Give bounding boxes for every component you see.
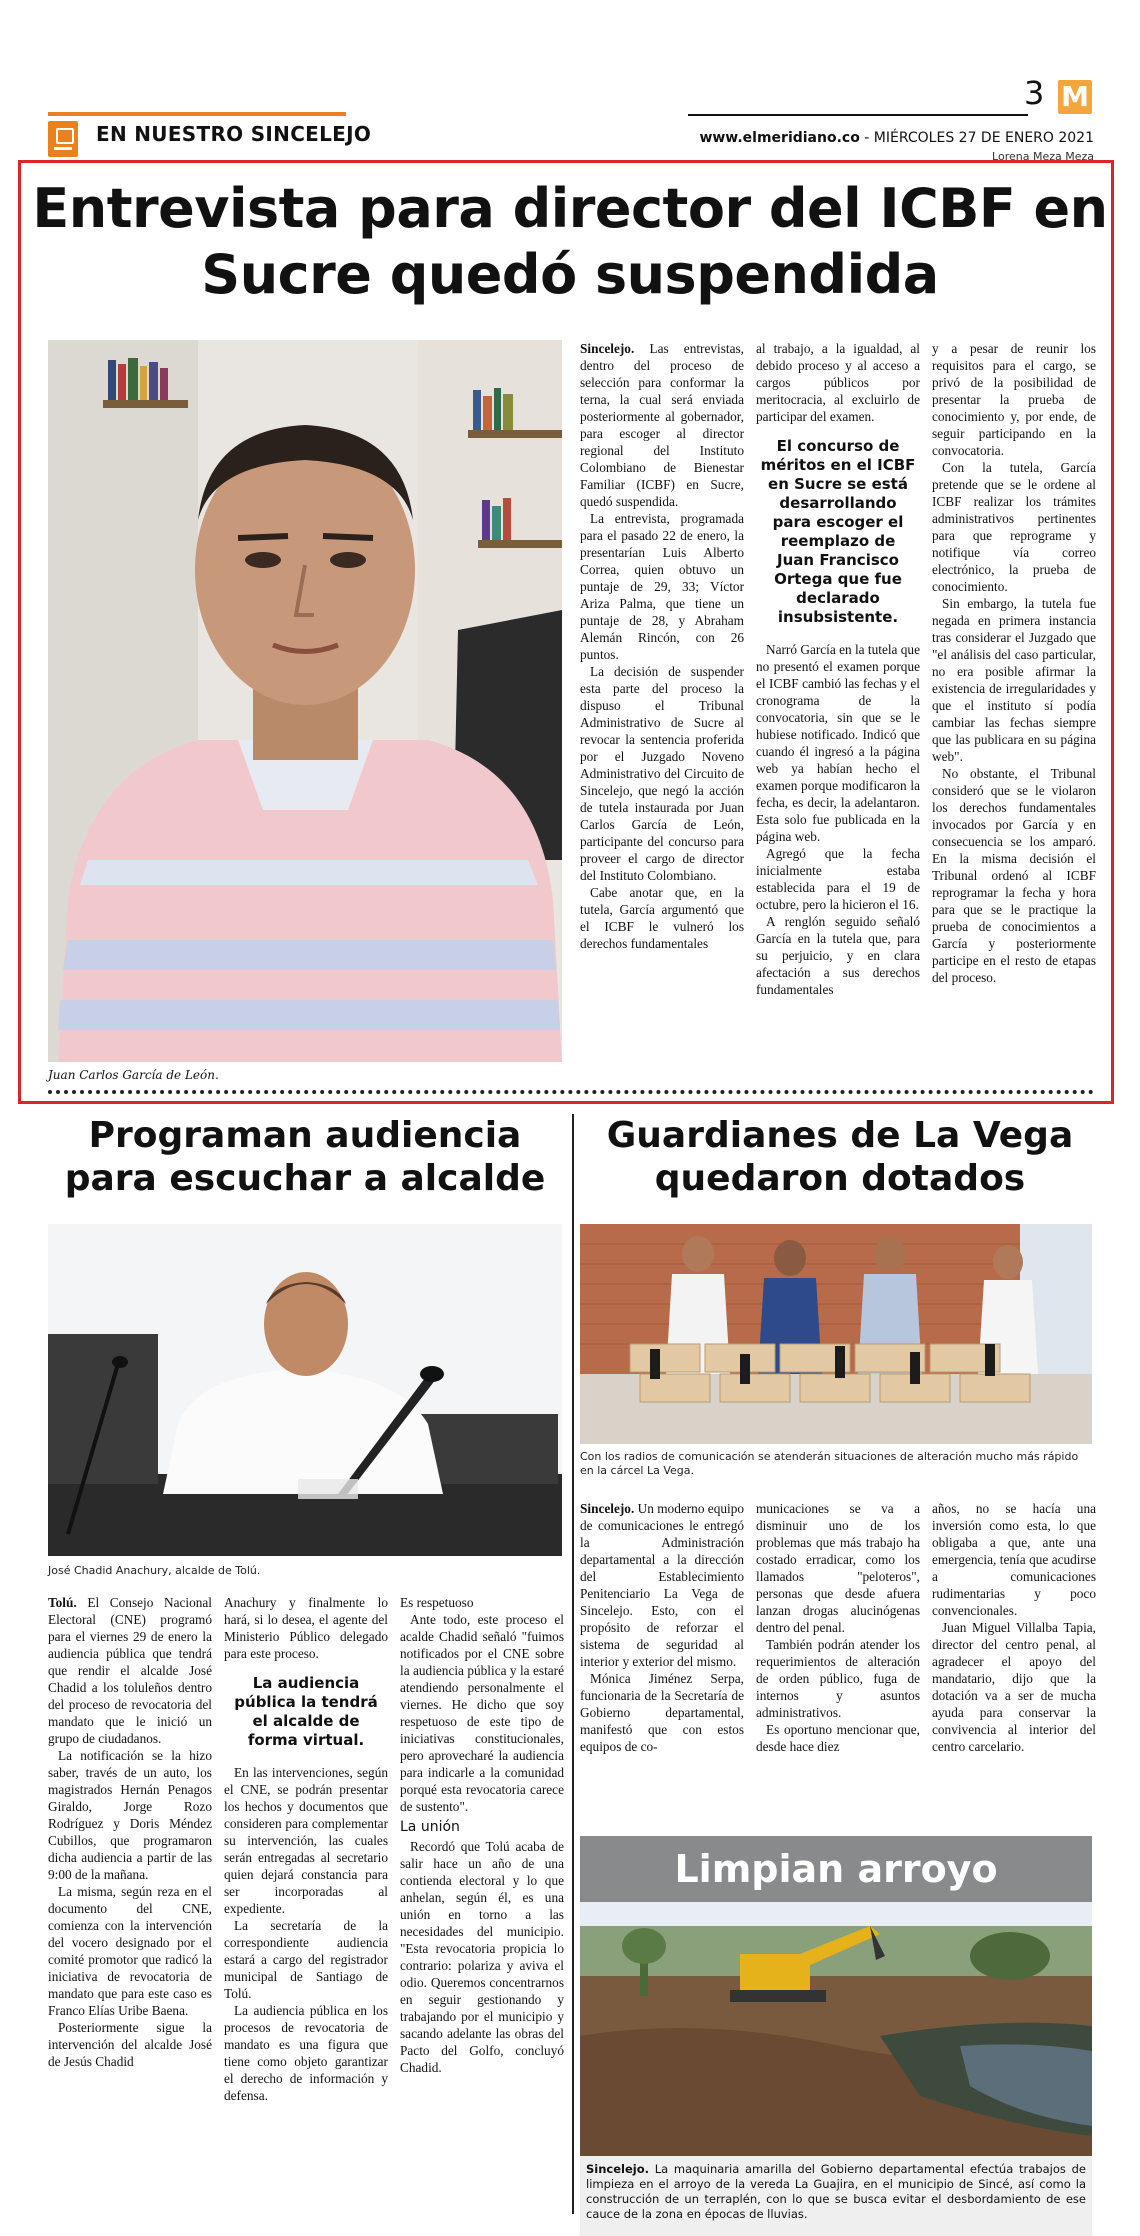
section-label: EN NUESTRO SINCELEJO [96,122,372,146]
newspaper-logo: M [1058,80,1092,114]
paragraph: Es oportuno mencionar que, desde hace diez [756,1722,920,1754]
header-rule [688,114,1028,116]
paragraph: Juan Miguel Villalba Tapia, director del centro penal, al agradecer el apoyo del mandatario, dijo que la dotación va a ser de mucha ayuda para conservar la convivencia al interior del centro carcelario. [932,1620,1096,1754]
main-article-column-1 [580,340,744,952]
dateline: Sincelejo. [586,2162,649,2176]
photo-caption: Juan Carlos García de León. [48,1068,219,1082]
paragraph: Posteriormente sigue la intervención del alcalde José de Jesús Chadid [48,2020,212,2069]
dateline: Sincelejo. [580,1501,635,1516]
photo-caption: Con los radios de comunicación se atenderán situaciones de alteración mucho más rápido en la cárcel La Vega. [580,1450,1079,1477]
right-article-column-3 [932,1500,1096,1755]
dateline: Sincelejo. [580,341,635,356]
article-photo-portrait [48,340,562,1062]
paragraph: Sin embargo, la tutela fue negada en primera instancia tras considerar el Juzgado que "el análisis del caso particular, no era posible afirmar la existencia de irregularidades y que el instituto sí podía cambiar las fechas siempre que las publicara en su página web". [932,596,1096,764]
paragraph [580,340,744,510]
paragraph: La misma, según reza en el documento del CNE, comienza con la intervención del vocero designado por el comité promotor que radicó la iniciativa de revocatoria de mandato que para este caso es Franco Elías Uribe Baena. [48,1884,212,2018]
paragraph: Con la tutela, García pretende que se le ordene al ICBF realizar los trámites administrativos pertinentes para que reprograme y notifique vía correo electrónico, la prueba de conocimiento. [932,460,1096,594]
brief-caption [580,2156,1092,2236]
paragraph: Anachury y finalmente lo hará, si lo desea, el agente del Ministerio Público delegado para este proceso. [224,1595,388,1661]
paragraph-text: Las entrevistas, dentro del proceso de selección para conformar la terna, la cual será enviada posteriormente al gobernador, para escoger al director regional del Instituto Colombiano de Bienestar Familiar (ICBF) en Sucre, quedó suspendida. [580,341,744,509]
paragraph: municaciones se va a disminuir uno de los problemas que más trabajo ha costado erradicar, como los llamados "peloteros", personas que desde afuera lanzan drogas alucinógenas dentro del penal. [756,1501,920,1635]
main-headline: Entrevista para director del ICBF en Sucre quedó suspendida [32,177,1108,306]
brief-text: La maquinaria amarilla del Gobierno departamental efectúa trabajos de limpieza en el arroyo de la vereda La Guajira, en el municipio de Sincé, así como la construcción de un terraplén, con lo que se busca evitar el desbordamiento de ese cauce de la zona en épocas de lluvias. [586,2162,1086,2221]
pull-quote: El concurso de méritos en el ICBF en Sucre se está desarrollando para escoger el reemplazo de Juan Francisco Ortega que fue declarado insubsistente. [760,437,916,626]
article-photo-mayor [48,1224,562,1556]
left-article-headline: Programan audiencia para escuchar a alcalde [64,1115,546,1199]
paragraph: Mónica Jiménez Serpa, funcionaria de la Secretaría de Gobierno departamental, manifestó que con estos equipos de co- [580,1671,744,1754]
paragraph: Agregó que la fecha inicialmente estaba establecida para el 19 de octubre, pero la hicieron el 16. [756,846,920,912]
left-article-column-1 [48,1594,212,2070]
paragraph: Narró García en la tutela que no presentó el examen porque el ICBF cambió las fechas y el cronograma de la convocatoria, sin que se le hubiese notificado. Indicó que cuando él ingresó a la página web ya habían hecho el examen porque modificaron la fecha, es decir, la adelantaron. Esta solo fue publicada en la página web. [756,642,920,844]
photo-caption: José Chadid Anachury, alcalde de Tolú. [48,1564,261,1577]
paragraph: años, no se hacía una inversión como esta, lo que obligaba a que, ante una emergencia, tenía que acudirse a comunicaciones rudimentarias y poco convencionales. [932,1501,1096,1618]
site-url[interactable]: www.elmeridiano.co [699,130,860,146]
page-number: 3 [1024,74,1045,112]
main-article-column-2 [756,340,920,998]
brief-photo-box [580,1836,1092,2220]
section-icon [48,121,78,157]
paragraph [580,1500,744,1670]
left-article-column-3 [400,1594,564,2076]
paragraph: al trabajo, a la igualdad, al debido proceso y al acceso a cargos públicos por meritocracia, al excluirlo de participar del examen. [756,341,920,424]
left-article-column-2 [224,1594,388,2104]
paragraph-text: Un moderno equipo de comunicaciones le entregó la Administración departamental a la dirección del Establecimiento Penitenciario La Vega de Sincelejo. Esto, con el propósito de reforzar el sistema de seguridad al interior y exterior del mismo. [580,1501,744,1669]
paragraph [48,1594,212,1747]
issue-date: - MIÉRCOLES 27 DE ENERO 2021 [859,130,1094,146]
brief-headline: Limpian arroyo [580,1836,1092,1902]
paragraph: Cabe anotar que, en la tutela, García argumentó que el ICBF le vulneró los derechos fundamentales [580,885,744,951]
paragraph: La audiencia pública en los procesos de revocatoria de mandato es una figura que tiene como objeto garantizar el derecho de información y defensa. [224,2003,388,2103]
paragraph: y a pesar de reunir los requisitos para el cargo, se privó de la posibilidad de presentar la prueba de conocimiento y, por ende, de seguir participando en la convocatoria. [932,341,1096,458]
dotted-divider [48,1090,1094,1094]
paragraph: La decisión de suspender esta parte del proceso la dispuso el Tribunal Administrativo de Sucre al revocar la sentencia proferida por el Juzgado Noveno Administrativo del Circuito de Sincelejo, que negó la acción de tutela instaurada por Juan Carlos García de León, participante del concurso para proveer el cargo de director del Instituto Colombiano. [580,664,744,883]
author-credit: Lorena Meza Meza [992,150,1094,163]
paragraph: También podrán atender los requerimientos de alteración de orden público, fuga de internos y asuntos administrativos. [756,1637,920,1720]
paragraph: La entrevista, programada para el pasado 22 de enero, la presentarían Luis Alberto Correa, quien obtuvo un puntaje de 29, 33; Víctor Ariza Palma, que tiene un puntaje de 28, y Abraham Alemán Rincón, con 26 puntos. [580,511,744,662]
right-article-column-2 [756,1500,920,1755]
dateline: Tolú. [48,1595,77,1610]
paragraph: Ante todo, este proceso el acalde Chadid señaló "fuimos notificados por el CNE sobre la audiencia pública y la estaré atendiendo personalmente el viernes. He dicho que soy respetuoso de este tipo de iniciativas constitucionales, pero aprovecharé la audiencia para indicarle a la comunidad porqué esta revocatoria carece de sustento". [400,1612,564,1814]
main-article-column-3 [932,340,1096,986]
section-rule [48,112,346,116]
subheading: La unión [400,1819,460,1835]
right-article-column-1 [580,1500,744,1755]
paragraph: La secretaría de la correspondiente audiencia estará a cargo del registrador municipal de Santiago de Tolú. [224,1918,388,2001]
pull-quote: La audiencia pública la tendrá el alcalde de forma virtual. [234,1674,378,1749]
paragraph: No obstante, el Tribunal consideró que se le violaron los derechos fundamentales invocados por García y en consecuencia se los amparó. En la misma decisión el Tribunal ordenó al ICBF reprogramar la fecha y hora para que se le practique la prueba de conocimientos a García y posteriormente participe en el resto de etapas del proceso. [932,766,1096,985]
publication-line [698,130,1094,146]
paragraph-text: El Consejo Nacional Electoral (CNE) programó para el viernes 29 de enero la audiencia pública que tendrá que rendir el alcalde José Chadid a los toluleños dentro del proceso de revocatoria del mandato que le inició un grupo de ciudadanos. [48,1595,212,1746]
paragraph: La notificación se la hizo saber, través de un auto, los magistrados Hernán Penagos Giraldo, Jorge Rozo Rodríguez y Doris Méndez Cubillos, que programaron dicha audiencia a partir de las 9:00 de la mañana. [48,1748,212,1882]
right-article-headline: Guardianes de La Vega quedaron dotados [606,1115,1074,1199]
column-divider [572,1114,574,2214]
paragraph: A renglón seguido señaló García en la tutela que, para su perjuicio, y en clara afectación a sus derechos fundamentales [756,914,920,997]
article-photo-radios [580,1224,1092,1444]
paragraph: Es respetuoso [400,1595,474,1610]
paragraph: Recordó que Tolú acaba de salir hace un año de una contienda electoral y lo que anhelan, según él, es una unión en torno a las necesidades del municipio. "Esta revocatoria propicia lo contrario: polariza y aviva el odio. Queremos concentrarnos en seguir gestionando y trabajando por el municipio y sacando adelante las obras del Pacto del Golfo, concluyó Chadid. [400,1839,564,2075]
paragraph: En las intervenciones, según el CNE, se podrán presentar los hechos y documentos que consideren para complementar su intervención, las cuales serán entregadas al secretario quien dejará constancia para ser incorporadas al expediente. [224,1765,388,1916]
